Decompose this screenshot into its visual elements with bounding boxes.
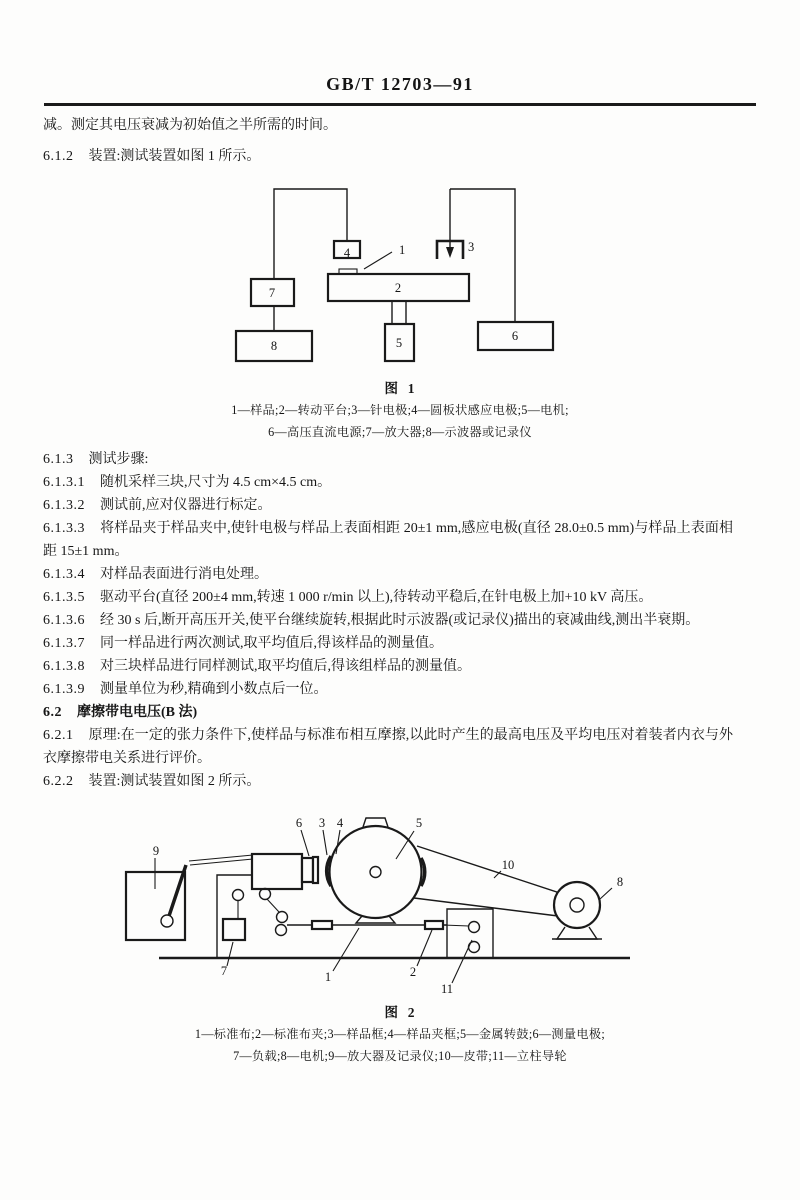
figure-1-legend-line1: 1—样品;2—转动平台;3—针电极;4—圆板状感应电极;5—电机;	[231, 402, 569, 417]
figure-2-legend-line1: 1—标准布;2—标准布夹;3—样品框;4—样品夹框;5—金属转鼓;6—测量电极;	[194, 1026, 606, 1041]
guide-pulley-column	[441, 909, 493, 996]
figure2-label-1: 1	[324, 969, 332, 984]
tension-pulley	[233, 889, 244, 900]
cloth-clamp-right	[425, 921, 443, 929]
pointer-3	[323, 830, 327, 855]
needle-electrode	[437, 189, 474, 259]
clause-number: 6.1.3.2	[43, 497, 85, 513]
clause-6-2-heading	[43, 701, 733, 724]
figure2-label-11: 11	[440, 981, 454, 996]
tension-pulley	[276, 924, 287, 935]
clause-number: 6.1.3.1	[43, 474, 85, 490]
figure-1-legend-line2: 6—高压直流电源;7—放大器;8—示波器或记录仪	[268, 424, 532, 439]
cloth-clamp-left	[312, 921, 332, 929]
figure1-label-7: 7	[268, 285, 276, 300]
clause-number: 6.2.2	[43, 773, 74, 789]
clause-continuation	[43, 114, 733, 137]
figure1-label-5: 5	[395, 335, 403, 350]
clause-text: 随机采样三块,尺寸为 4.5 cm×4.5 cm。	[100, 474, 332, 490]
rotating-platform	[328, 274, 469, 301]
clause-text: 测试步骤:	[88, 451, 149, 467]
clause-text: 装置:测试装置如图 1 所示。	[88, 148, 261, 164]
clause-6-1-3-8	[43, 655, 733, 678]
load-box	[221, 919, 245, 978]
clause-6-1-3-2	[43, 494, 733, 517]
pointer-1	[333, 928, 359, 971]
clause-text: 原理:在一定的张力条件下,使样品与标准布相互摩擦,以此时产生的最高电压及平均电压对着装者内衣与外衣摩擦带电关系进行评价。	[43, 727, 733, 766]
motor-pulley	[552, 882, 602, 939]
motor-box	[385, 324, 414, 361]
clause-number: 6.1.3	[43, 451, 74, 467]
figure-2-caption: 图 2	[384, 1004, 416, 1020]
clause-text: 测量单位为秒,精确到小数点后一位。	[100, 681, 328, 697]
figure2-label-5: 5	[415, 815, 423, 830]
pointer-2	[417, 930, 432, 966]
clause-number: 6.1.3.5	[43, 589, 85, 605]
figure1-label-2: 2	[394, 280, 402, 295]
figure-1	[0, 181, 800, 440]
standard-number-header: GB/T 12703—91	[326, 74, 474, 94]
induction-electrode-box	[334, 241, 360, 260]
clause-text: 对三块样品进行同样测试,取平均值后,得该组样品的测量值。	[100, 658, 471, 674]
clause-text: 测试前,应对仪器进行标定。	[100, 497, 272, 513]
clause-6-1-3-5	[43, 586, 733, 609]
tension-pulley	[260, 888, 271, 899]
tension-pulley	[277, 911, 288, 922]
figure1-label-3: 3	[468, 239, 475, 254]
figure1-label-8: 8	[270, 338, 278, 353]
figure2-label-8: 8	[616, 874, 624, 889]
figure2-label-4: 4	[336, 815, 344, 830]
figure2-label-3: 3	[318, 815, 326, 830]
header-rule	[44, 103, 756, 106]
clause-6-1-3-9	[43, 678, 733, 701]
amplifier-box	[251, 279, 294, 306]
clause-number: 6.1.3.4	[43, 566, 85, 582]
wire-induction-to-amplifier	[274, 189, 347, 279]
figure2-label-9: 9	[152, 843, 160, 858]
figure1-label-4: 4	[343, 245, 351, 260]
hv-dc-supply-box	[478, 322, 553, 350]
clause-6-1-3	[43, 448, 733, 471]
figure-2-legend-line2: 7—负载;8—电机;9—放大器及记录仪;10—皮带;11—立柱导轮	[233, 1048, 567, 1063]
figure1-label-1: 1	[399, 242, 406, 257]
clause-text: 同一样品进行两次测试,取平均值后,得该样品的测量值。	[100, 635, 443, 651]
measuring-electrode-body	[252, 854, 318, 889]
clause-number: 6.1.3.7	[43, 635, 85, 651]
clause-6-1-2	[43, 145, 733, 168]
figure-1-caption: 图 1	[384, 380, 416, 396]
belt-lower	[414, 898, 558, 916]
pointer-6	[301, 830, 309, 856]
clause-6-1-3-4	[43, 563, 733, 586]
clause-number: 6.1.3.6	[43, 612, 85, 628]
oscilloscope-box	[236, 331, 312, 361]
clause-number: 6.2.1	[43, 727, 74, 743]
clause-text: 对样品表面进行消电处理。	[100, 566, 268, 582]
clause-6-2-1	[43, 724, 733, 770]
figure-1-diagram	[0, 181, 800, 381]
clause-number: 6.1.2	[43, 148, 74, 164]
clause-6-1-3-1	[43, 471, 733, 494]
metal-drum	[330, 815, 423, 923]
cord	[267, 899, 279, 912]
clause-6-1-3-3	[43, 517, 733, 563]
belt-upper	[417, 846, 575, 898]
clause-text: 经 30 s 后,断开高压开关,使平台继续旋转,根据此时示波器(或记录仪)描出的衰减曲线,测出半衰期。	[100, 612, 700, 628]
support-frame	[217, 875, 252, 957]
clause-6-2-2	[43, 770, 733, 793]
clause-text: 摩擦带电电压(B 法)	[77, 704, 198, 720]
clause-text: 驱动平台(直径 200±4 mm,转速 1 000 r/min 以上),待转动平稳后,在针电极上加+10 kV 高压。	[100, 589, 653, 605]
clause-number: 6.1.3.9	[43, 681, 85, 697]
sample-pointer-line	[364, 252, 392, 269]
figure-2-diagram	[0, 809, 800, 999]
pointer-8	[600, 888, 612, 899]
clause-6-1-3-6	[43, 609, 733, 632]
clause-6-1-3-7	[43, 632, 733, 655]
figure1-label-6: 6	[511, 328, 519, 343]
figure2-label-2: 2	[409, 964, 417, 979]
clause-number: 6.1.3.3	[43, 520, 85, 536]
figure2-label-7: 7	[220, 963, 228, 978]
clause-number: 6.1.3.8	[43, 658, 85, 674]
clause-text: 装置:测试装置如图 2 所示。	[88, 773, 261, 789]
clause-number: 6.2	[43, 704, 62, 720]
clause-text: 将样品夹于样品夹中,使针电极与样品上表面相距 20±1 mm,感应电极(直径 28.0±0.5 mm)与样品上表面相距 15±1 mm。	[43, 520, 733, 559]
document-body	[0, 114, 800, 1064]
figure2-label-6: 6	[295, 815, 303, 830]
figure-2	[0, 809, 800, 1064]
clause-text: 减。测定其电压衰减为初始值之半所需的时间。	[43, 117, 337, 133]
figure2-label-10: 10	[501, 857, 515, 872]
